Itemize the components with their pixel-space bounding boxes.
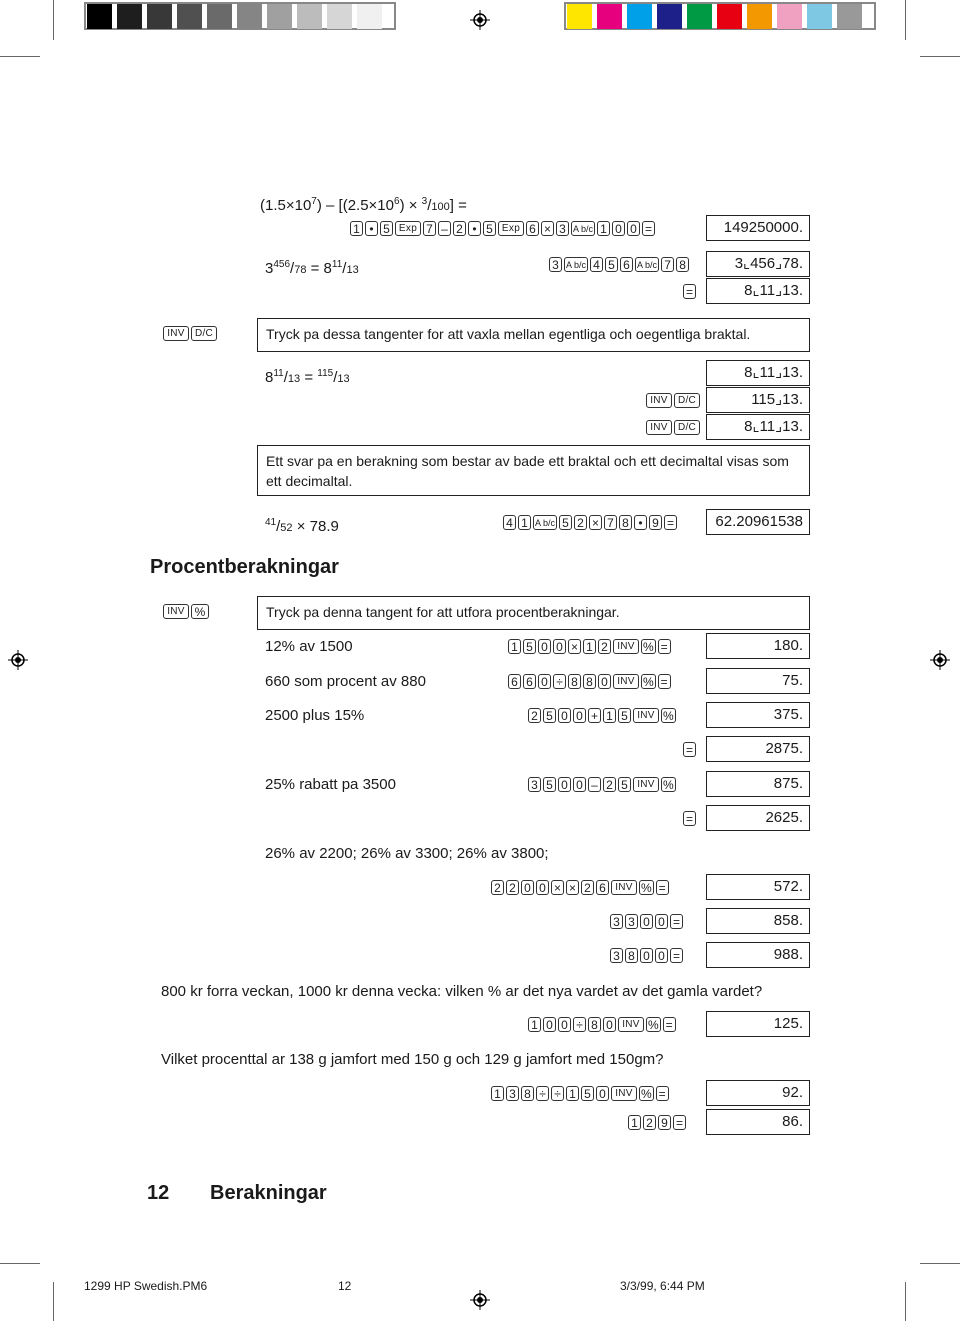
key-percent: % (641, 1086, 652, 1101)
key-3: 3 (528, 777, 541, 792)
key-2: 2 (491, 880, 504, 895)
key-0: 0 (538, 674, 551, 689)
key-1: 1 (603, 708, 616, 723)
key-6: 6 (620, 257, 633, 272)
key-0: 0 (573, 777, 586, 792)
result-display: 858. (706, 908, 810, 934)
row-label: 660 som procent av 880 (265, 673, 426, 690)
key-inv: INV (646, 393, 672, 408)
footer-date: 3/3/99, 6:44 PM (620, 1279, 705, 1293)
keystroke-sequence (503, 514, 677, 531)
key-plus: + (588, 708, 601, 723)
keystroke-sequence (628, 1114, 686, 1131)
key-1: 1 (491, 1086, 504, 1101)
result-display: 115⌟13. (706, 387, 810, 413)
color-swatch (297, 4, 322, 29)
key-8: 8 (619, 515, 632, 530)
key-3: 3 (549, 257, 562, 272)
result-display: 125. (706, 1011, 810, 1037)
key-1: 1 (628, 1115, 641, 1130)
key-5: 5 (543, 708, 556, 723)
key-1: 1 (528, 1017, 541, 1032)
color-swatch (687, 4, 712, 29)
key-2: 2 (574, 515, 587, 530)
color-swatch (237, 4, 262, 29)
result-display: 875. (706, 771, 810, 797)
key-equals: = (663, 1017, 676, 1032)
color-swatch (657, 4, 682, 29)
key-5: 5 (543, 777, 556, 792)
key-5: 5 (618, 708, 631, 723)
page-number: 12 (147, 1182, 170, 1204)
result-display: 3⌞456⌟78. (706, 251, 810, 277)
key-equals: = (658, 639, 671, 654)
key-6: 6 (523, 674, 536, 689)
result-display: 86. (706, 1109, 810, 1135)
key-2: 2 (453, 221, 466, 236)
key-multiply: × (568, 639, 581, 654)
key-exp: Exp (498, 221, 524, 236)
color-swatch (807, 4, 832, 29)
crop-mark (0, 56, 40, 57)
key-multiply: × (551, 880, 564, 895)
key-equals: = (683, 742, 696, 757)
key-0: 0 (538, 639, 551, 654)
key-0: 0 (655, 914, 668, 929)
key-2: 2 (581, 880, 594, 895)
keystroke-sequence (528, 776, 676, 793)
section-title: Procentberakningar (150, 556, 339, 578)
question-2: Vilket procenttal ar 138 g jamfort med 150 g och 129 g jamfort med 150gm? (161, 1051, 664, 1068)
row-label: 25% rabatt pa 3500 (265, 776, 396, 793)
key-divide: ÷ (551, 1086, 564, 1101)
footer-file: 1299 HP Swedish.PM6 (84, 1279, 208, 1293)
keystroke-sequence (683, 283, 696, 300)
key-0: 0 (640, 948, 653, 963)
key-0: 0 (598, 674, 611, 689)
key-multiply: × (566, 880, 579, 895)
color-swatch (357, 4, 382, 29)
key-0: 0 (558, 777, 571, 792)
key-inv: INV (611, 1086, 637, 1101)
inv-dc-keys (163, 325, 217, 342)
crop-mark (920, 56, 960, 57)
key-0: 0 (543, 1017, 556, 1032)
keystroke-sequence (610, 947, 683, 964)
registration-mark-icon (8, 650, 28, 670)
key-equals: = (683, 284, 696, 299)
color-swatch (147, 4, 172, 29)
footer-page: 12 (338, 1279, 352, 1293)
key-8: 8 (568, 674, 581, 689)
crop-mark (0, 1263, 40, 1264)
key-0: 0 (612, 221, 625, 236)
key-equals: = (658, 674, 671, 689)
key-fraction: A b/c (533, 515, 557, 530)
key-exp: Exp (395, 221, 421, 236)
key-0: 0 (573, 708, 586, 723)
key-5: 5 (581, 1086, 594, 1101)
key-divide: ÷ (573, 1017, 586, 1032)
key-fraction: A b/c (635, 257, 659, 272)
registration-mark-icon (470, 10, 490, 30)
key-decimal: • (634, 515, 647, 530)
color-swatch (717, 4, 742, 29)
keystroke-sequence (610, 913, 683, 930)
result-display: 8⌞11⌟13. (706, 278, 810, 304)
key-3: 3 (610, 914, 623, 929)
inv-dc-keys (646, 419, 700, 436)
key-1: 1 (566, 1086, 579, 1101)
key-5: 5 (523, 639, 536, 654)
keystroke-sequence (683, 741, 696, 758)
key-0: 0 (553, 639, 566, 654)
key-fraction: A b/c (564, 257, 588, 272)
key-equals: = (656, 1086, 669, 1101)
key-decimal: • (365, 221, 378, 236)
key-0: 0 (558, 708, 571, 723)
example-fraction-expression: $8^{11}/13 = ^{115}/13$ (265, 368, 350, 386)
example-1-expression: $(1.5\times 10^7) - [(2.5\times 10^6) \times ^3/100]$ = (260, 196, 467, 214)
color-swatch (747, 4, 772, 29)
key-inv: INV (613, 674, 639, 689)
key-percent: % (191, 604, 209, 619)
key-equals: = (673, 1115, 686, 1130)
key-percent: % (663, 708, 674, 723)
keystroke-sequence (528, 707, 676, 724)
crop-mark (920, 1263, 960, 1264)
key-7: 7 (661, 257, 674, 272)
result-display: 988. (706, 942, 810, 968)
result-display: 2625. (706, 805, 810, 831)
result-display: 62.20961538 (706, 509, 810, 535)
row-label: 2500 plus 15% (265, 707, 365, 724)
key-dc: D/C (674, 393, 700, 408)
result-display: 8⌞11⌟13. (706, 414, 810, 440)
key-2: 2 (643, 1115, 656, 1130)
color-swatch (117, 4, 142, 29)
key-0: 0 (603, 1017, 616, 1032)
key-inv: INV (163, 604, 189, 619)
key-9: 9 (658, 1115, 671, 1130)
key-8: 8 (676, 257, 689, 272)
key-1: 1 (350, 221, 363, 236)
key-percent: % (648, 1017, 659, 1032)
key-5: 5 (618, 777, 631, 792)
key-inv: INV (646, 420, 672, 435)
key-2: 2 (506, 880, 519, 895)
key-inv: INV (613, 639, 639, 654)
crop-mark (905, 1282, 906, 1321)
color-swatch (267, 4, 292, 29)
key-inv: INV (163, 326, 189, 341)
key-0: 0 (640, 914, 653, 929)
key-multiply: × (541, 221, 554, 236)
key-3: 3 (556, 221, 569, 236)
key-5: 5 (483, 221, 496, 236)
key-8: 8 (588, 1017, 601, 1032)
key-0: 0 (596, 1086, 609, 1101)
key-divide: ÷ (553, 674, 566, 689)
key-3: 3 (506, 1086, 519, 1101)
key-1: 1 (518, 515, 531, 530)
key-minus: – (438, 221, 451, 236)
result-display: 375. (706, 702, 810, 728)
color-swatch (627, 4, 652, 29)
color-swatch (777, 4, 802, 29)
key-2: 2 (598, 639, 611, 654)
color-swatch (87, 4, 112, 29)
key-1: 1 (508, 639, 521, 654)
key-inv: INV (611, 880, 637, 895)
key-2: 2 (528, 708, 541, 723)
key-percent: % (663, 777, 674, 792)
result-display: 572. (706, 874, 810, 900)
key-8: 8 (583, 674, 596, 689)
result-display: 180. (706, 633, 810, 659)
key-dc: D/C (674, 420, 700, 435)
key-percent: % (641, 880, 652, 895)
key-equals: = (670, 914, 683, 929)
color-swatch (327, 4, 352, 29)
key-equals: = (664, 515, 677, 530)
key-0: 0 (627, 221, 640, 236)
key-dc: D/C (191, 326, 217, 341)
registration-mark-icon (930, 650, 950, 670)
decimal-note: Ett svar pa en berakning som bestar av bade ett braktal och ett decimaltal visas som ett decimaltal. (257, 445, 810, 496)
key-inv: INV (633, 777, 659, 792)
row-label: 12% av 1500 (265, 638, 353, 655)
key-4: 4 (503, 515, 516, 530)
key-fraction: A b/c (571, 221, 595, 236)
key-0: 0 (655, 948, 668, 963)
keystroke-sequence (491, 879, 669, 896)
result-display: 92. (706, 1080, 810, 1106)
key-0: 0 (536, 880, 549, 895)
color-swatch (567, 4, 592, 29)
keystroke-sequence (528, 1016, 676, 1033)
key-3: 3 (610, 948, 623, 963)
inv-dc-description: Tryck pa dessa tangenter for att vaxla mellan egentliga och oegentliga braktal. (257, 318, 810, 352)
color-swatch (207, 4, 232, 29)
key-decimal: • (468, 221, 481, 236)
key-1: 1 (597, 221, 610, 236)
keystroke-sequence (683, 810, 696, 827)
crop-mark (53, 1282, 54, 1321)
key-divide: ÷ (536, 1086, 549, 1101)
key-7: 7 (604, 515, 617, 530)
multi-label: 26% av 2200; 26% av 3300; 26% av 3800; (265, 845, 549, 862)
inv-percent-keys (163, 603, 209, 620)
key-5: 5 (605, 257, 618, 272)
percent-description: Tryck pa denna tangent for att utfora procentberakningar. (257, 596, 810, 630)
result-display: 75. (706, 668, 810, 694)
color-swatch (177, 4, 202, 29)
key-5: 5 (380, 221, 393, 236)
crop-mark (53, 0, 54, 40)
keystroke-sequence (549, 256, 689, 273)
key-0: 0 (558, 1017, 571, 1032)
keystroke-sequence (508, 673, 671, 690)
key-6: 6 (526, 221, 539, 236)
key-2: 2 (603, 777, 616, 792)
result-display: 149250000. (706, 215, 810, 241)
result-display: 8⌞11⌟13. (706, 360, 810, 386)
key-equals: = (656, 880, 669, 895)
color-swatch (597, 4, 622, 29)
key-percent: % (643, 674, 654, 689)
key-8: 8 (521, 1086, 534, 1101)
key-percent: % (643, 639, 654, 654)
crop-mark (905, 0, 906, 40)
key-9: 9 (649, 515, 662, 530)
key-3: 3 (625, 914, 638, 929)
key-equals: = (670, 948, 683, 963)
inv-dc-keys (646, 392, 700, 409)
question-1: 800 kr forra veckan, 1000 kr denna vecka: vilken % ar det nya vardet av det gamla vardet? (161, 983, 763, 1000)
key-equals: = (683, 811, 696, 826)
key-inv: INV (633, 708, 659, 723)
key-multiply: × (589, 515, 602, 530)
key-6: 6 (596, 880, 609, 895)
keystroke-sequence (350, 220, 655, 237)
example-3-expression: $^{41}$/52 × 78.9 (265, 517, 339, 535)
key-1: 1 (583, 639, 596, 654)
page-title: Berakningar (210, 1182, 327, 1204)
keystroke-sequence (508, 638, 671, 655)
key-6: 6 (508, 674, 521, 689)
key-5: 5 (559, 515, 572, 530)
example-2-expression: $3^{456}/78 = 8^{11}/13$ (265, 259, 359, 277)
key-7: 7 (423, 221, 436, 236)
key-equals: = (642, 221, 655, 236)
keystroke-sequence (491, 1085, 669, 1102)
key-4: 4 (590, 257, 603, 272)
color-swatch (837, 4, 862, 29)
key-minus: – (588, 777, 601, 792)
registration-mark-icon (470, 1290, 490, 1310)
result-display: 2875. (706, 736, 810, 762)
key-0: 0 (521, 880, 534, 895)
key-8: 8 (625, 948, 638, 963)
key-inv: INV (618, 1017, 644, 1032)
